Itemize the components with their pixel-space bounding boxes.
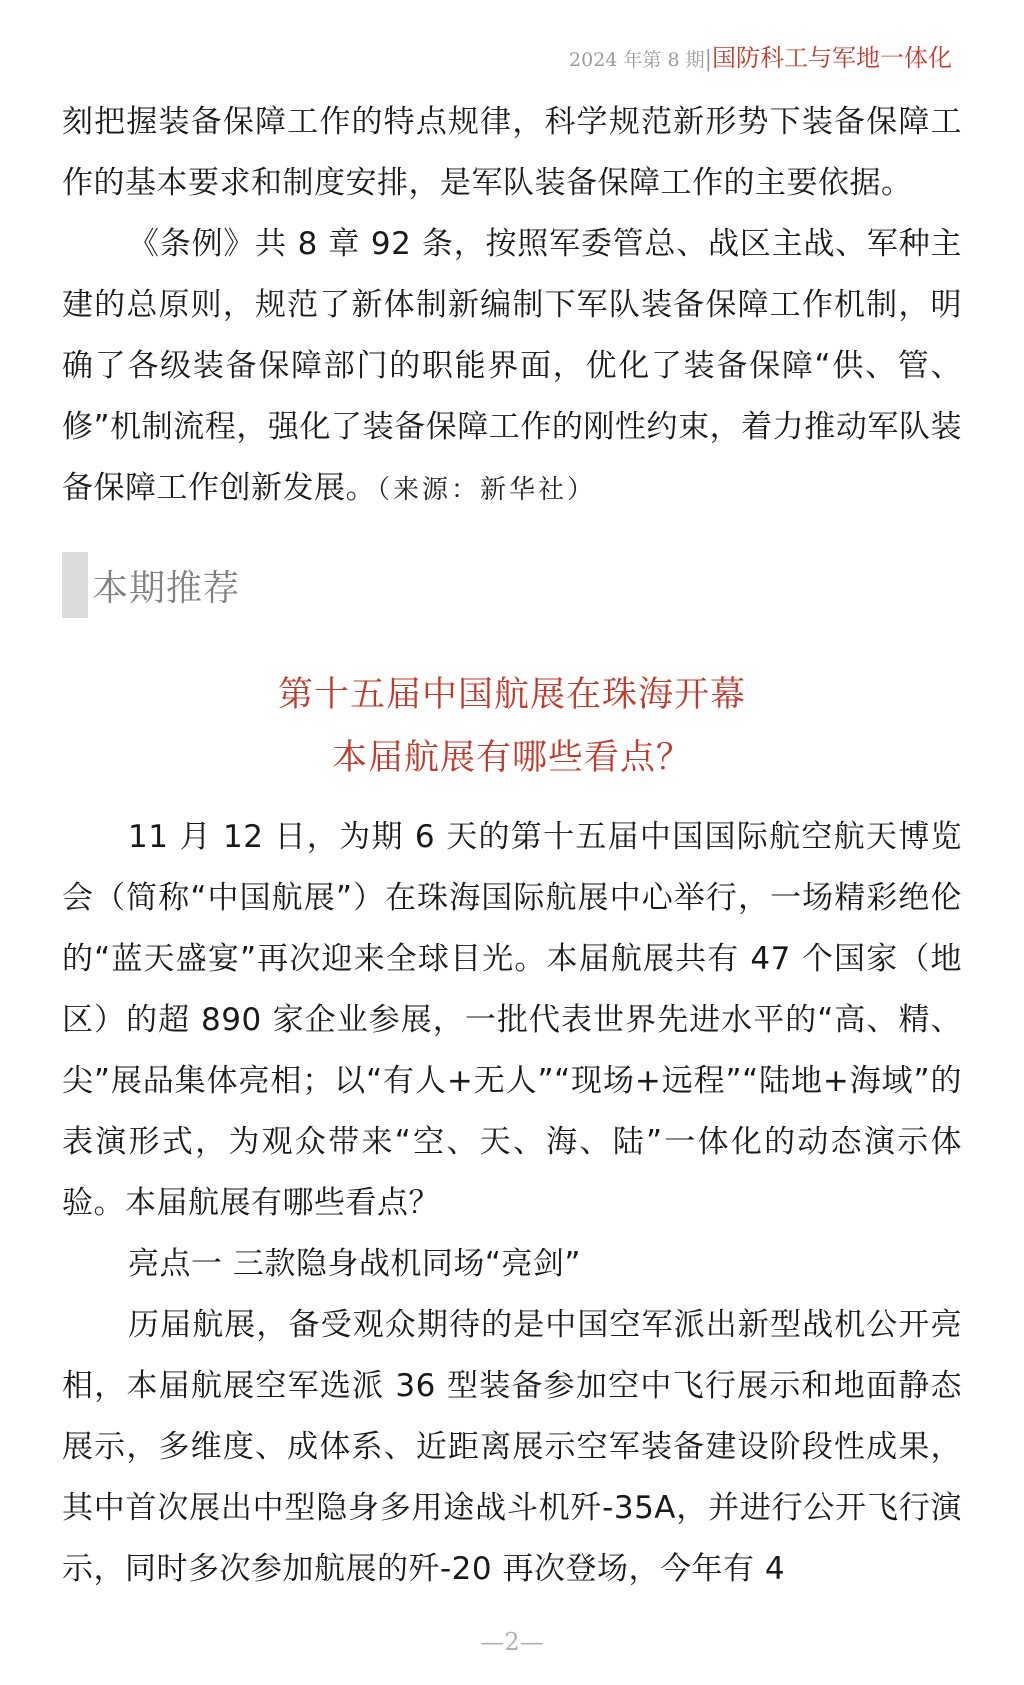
journal-header [569,38,952,73]
issue-label: 2024 年第 8 期 [569,49,705,71]
page-number: —2— [480,1628,544,1656]
article-title-line2: 本届航展有哪些看点？ [331,738,692,778]
journal-name: 国防科工与军地一体化 [712,44,952,72]
article-title [0,664,1024,790]
article-paragraph: 历届航展，备受观众期待的是中国空军派出新型战机公开亮相，本届航展空军选派 36 型装备参加空中飞行展示和地面静态展示，多维度、成体系、近距离展示空军装备建设阶段性成果，其中首次展出中型隐身多用途战斗机歼-35A，并进行公开飞行演示，同时多次参加航展的歼-20 再次登场，今年有 4 [62,1307,962,1587]
section-bar [62,552,88,618]
article-body [62,807,962,1600]
regulation-paragraph [62,214,962,521]
header-separator: | [704,47,712,72]
regulation-text: 《条例》共 8 章 92 条，按照军委管总、战区主战、军种主建的总原则，规范了新体制新编制下军队装备保障工作机制，明确了各级装备保障部门的职能界面，优化了装备保障“供、管、修”机制流程，强化了装备保障工作的刚性约束，着力推动军队装备保障工作创新发展。 [62,226,962,506]
article-title-line1: 第十五届中国航展在珠海开幕 [277,675,746,715]
source-note: （来源：新华社） [377,475,597,505]
intro-paragraph: 刻把握装备保障工作的特点规律，科学规范新形势下装备保障工作的基本要求和制度安排，是军队装备保障工作的主要依据。 [62,104,962,201]
intro-text [62,92,962,521]
article-paragraph: 11 月 12 日，为期 6 天的第十五届中国国际航空航天博览会（简称“中国航展”）在珠海国际航展中心举行，一场精彩绝伦的“蓝天盛宴”再次迎来全球目光。本届航展共有 47 个国家（地区）的超 890 家企业参展，一批代表世界先进水平的“高、精、尖”展品集体亮相；以“有人+无人”“现场+远程”“陆地+海域”的表演形式，为观众带来“空、天、海、陆”一体化的动态演示体验。本届航展有哪些看点？ [62,819,962,1221]
highlight-heading: 亮点一 三款隐身战机同场“亮剑” [128,1246,581,1282]
section-title: 本期推荐 [92,567,241,609]
section-header [62,552,240,618]
